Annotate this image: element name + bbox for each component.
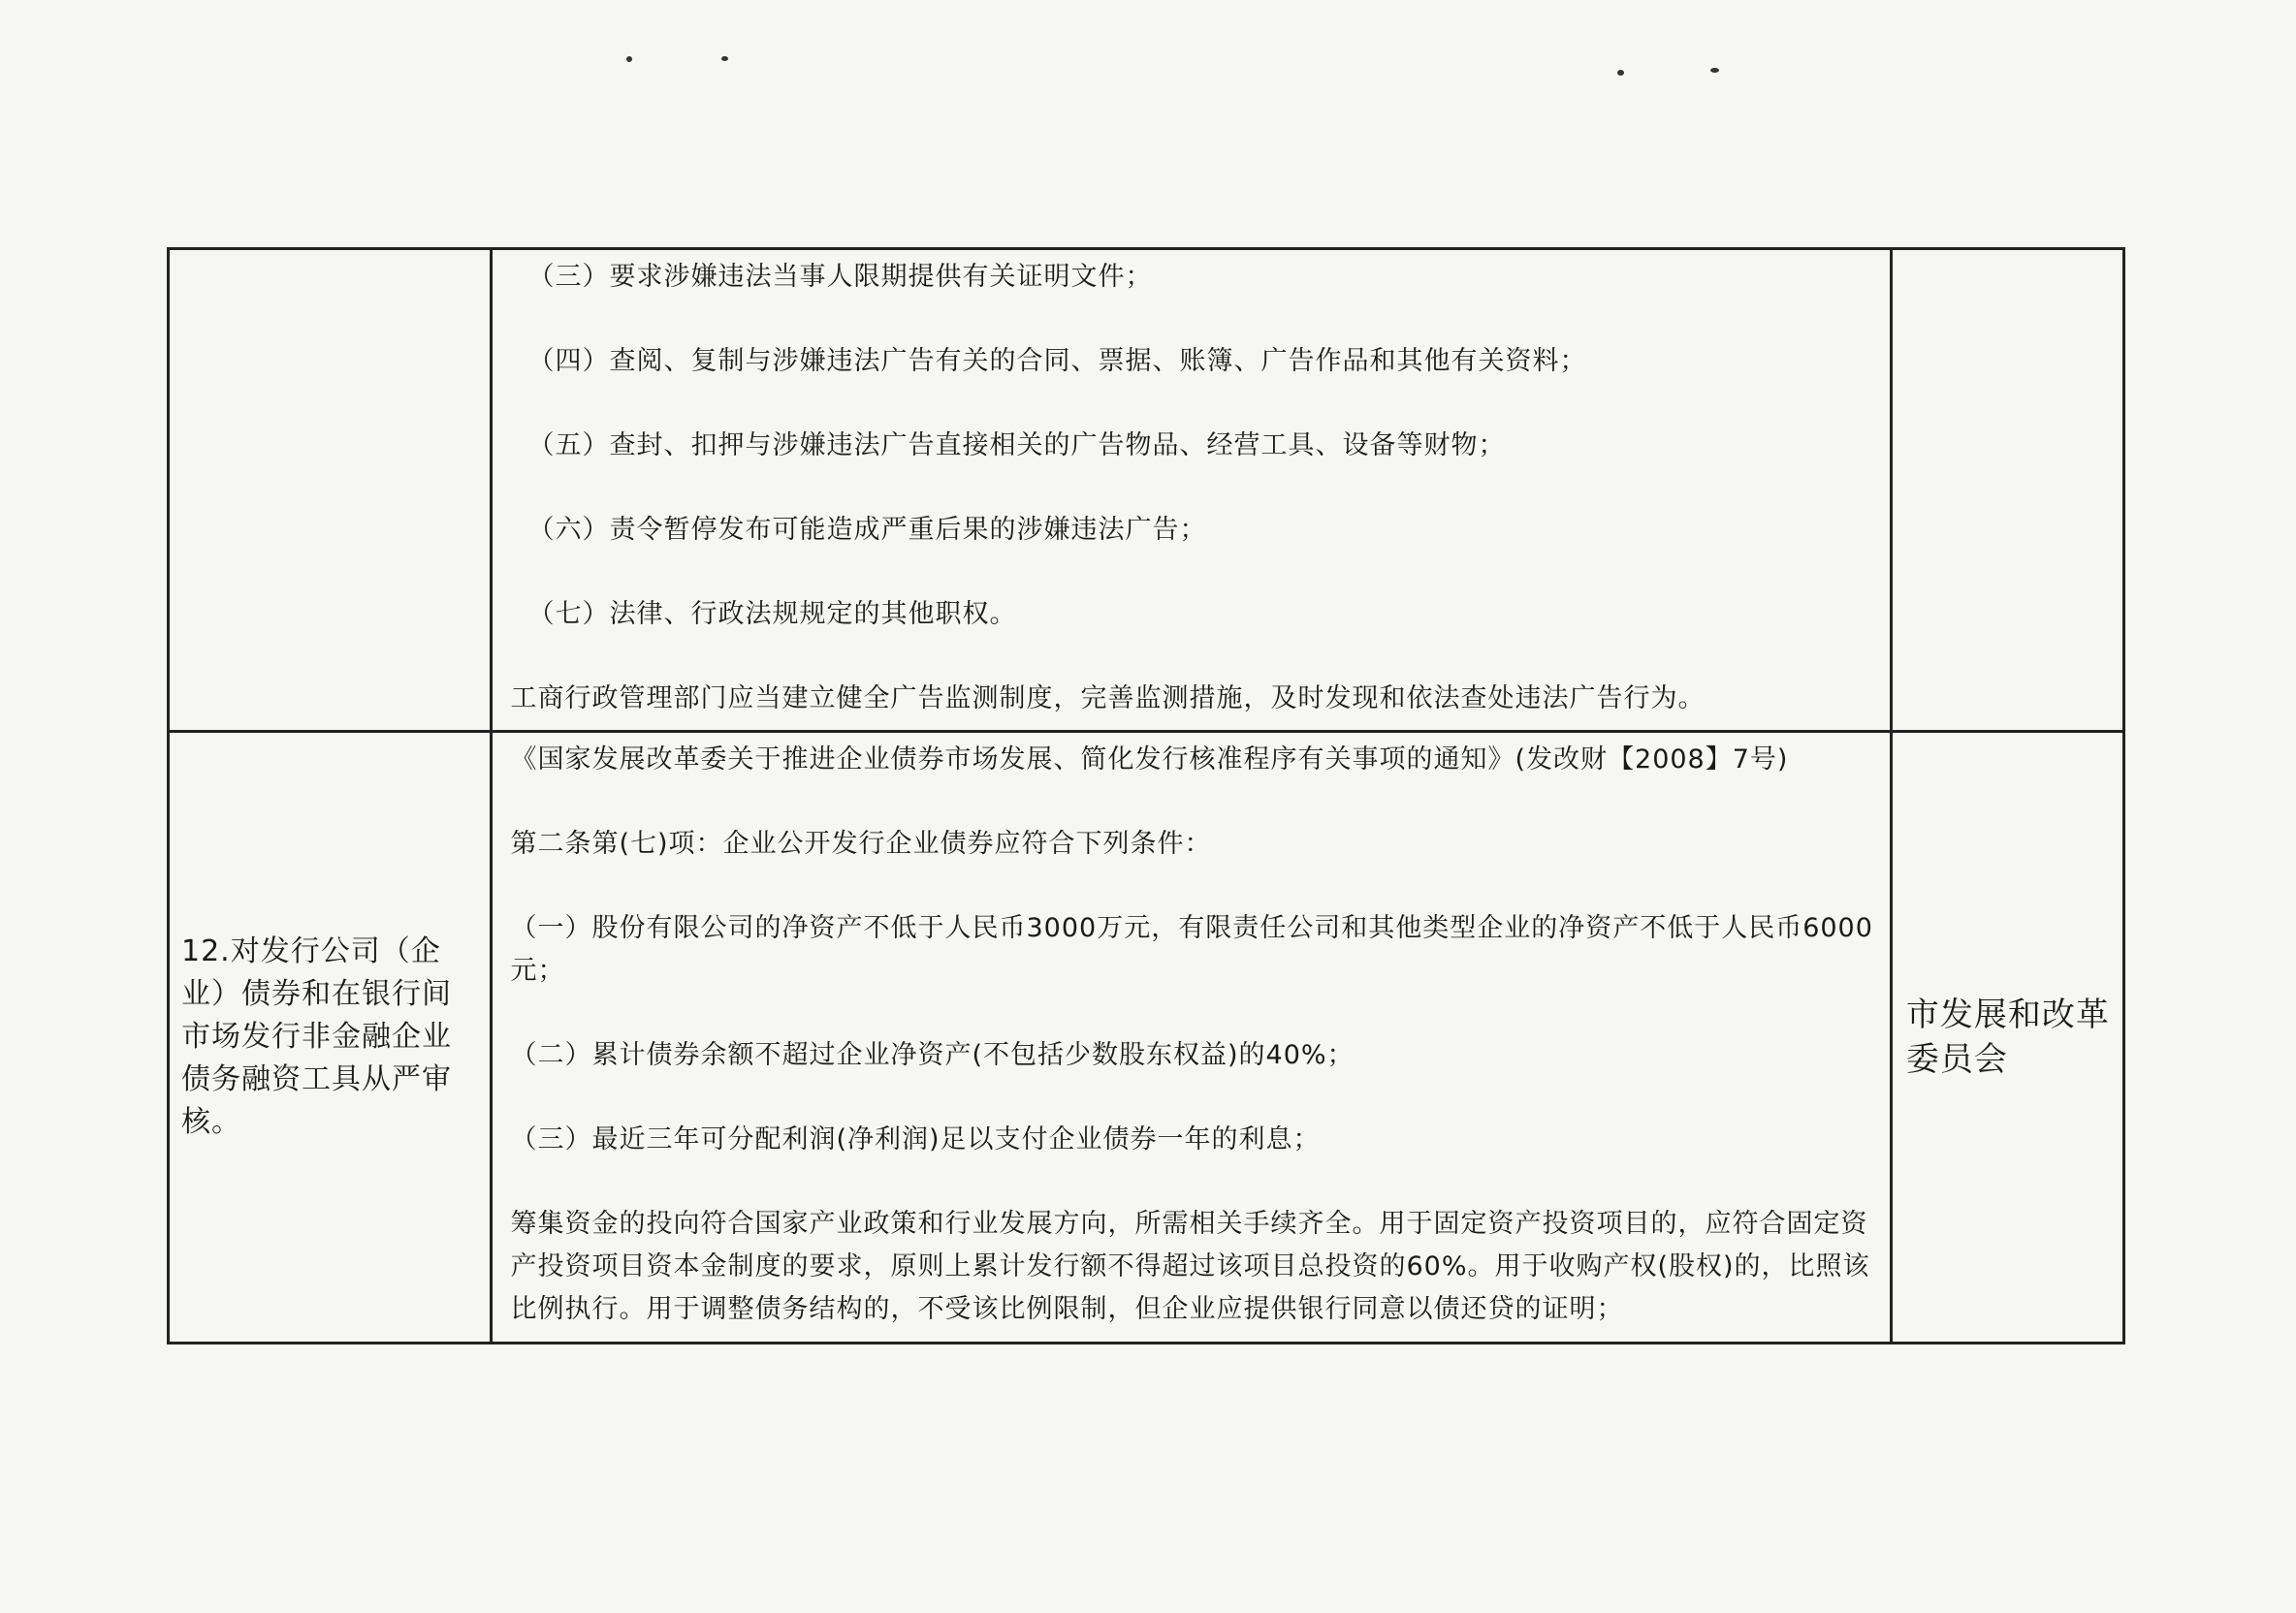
regulation-table bbox=[167, 247, 2125, 1344]
basis-paragraph: （六）责令暂停发布可能造成严重后果的涉嫌违法广告； bbox=[527, 515, 1207, 545]
basis-paragraph: （三）要求涉嫌违法当事人限期提供有关证明文件； bbox=[527, 262, 1153, 292]
item-cell bbox=[169, 732, 492, 1344]
scan-speck bbox=[626, 56, 632, 62]
basis-paragraph: 《国家发展改革委关于推进企业债券市场发展、简化发行核准程序有关事项的通知》(发改财【2008】7号) bbox=[510, 744, 1789, 775]
basis-paragraph: 工商行政管理部门应当建立健全广告监测制度，完善监测措施，及时发现和依法查处违法广告行为。 bbox=[510, 683, 1706, 713]
basis-cell bbox=[492, 249, 1891, 732]
basis-paragraph: （四）查阅、复制与涉嫌违法广告有关的合同、票据、账簿、广告作品和其他有关资料； bbox=[527, 346, 1587, 376]
item-text: 12.对发行公司（企业）债券和在银行间市场发行非金融企业债务融资工具从严审核。 bbox=[181, 934, 452, 1139]
basis-paragraph: 筹集资金的投向符合国家产业政策和行业发展方向，所需相关手续齐全。用于固定资产投资项目的，应符合固定资产投资项目资本金制度的要求，原则上累计发行额不得超过该项目总投资的60%。用于收购产权(股权)的，比照该比例执行。用于调整债务结构的，不受该比例限制，但企业应提供银行同意以债还贷的证明； bbox=[510, 1209, 1870, 1324]
department-text: 市发展和改革委员会 bbox=[1905, 996, 2110, 1079]
scan-speck bbox=[721, 56, 728, 61]
basis-paragraph: 第二条第(七)项：企业公开发行企业债券应符合下列条件： bbox=[510, 829, 1212, 859]
department-cell bbox=[1891, 732, 2123, 1344]
basis-cell bbox=[492, 732, 1891, 1344]
basis-paragraph: （五）查封、扣押与涉嫌违法广告直接相关的广告物品、经营工具、设备等财物； bbox=[527, 430, 1506, 460]
basis-paragraph: （三）最近三年可分配利润(净利润)足以支付企业债券一年的利息； bbox=[510, 1124, 1321, 1154]
table-row bbox=[169, 732, 2124, 1344]
basis-paragraph: （七）法律、行政法规规定的其他职权。 bbox=[527, 599, 1017, 629]
item-cell bbox=[169, 249, 492, 732]
department-cell bbox=[1891, 249, 2123, 732]
basis-paragraph: （二）累计债券余额不超过企业净资产(不包括少数股东权益)的40%； bbox=[510, 1040, 1355, 1070]
scan-speck bbox=[1710, 68, 1719, 73]
scan-speck bbox=[1617, 70, 1624, 76]
table-row bbox=[169, 249, 2124, 732]
basis-paragraph: （一）股份有限公司的净资产不低于人民币3000万元，有限责任公司和其他类型企业的净资产不低于人民币6000元； bbox=[510, 913, 1873, 986]
